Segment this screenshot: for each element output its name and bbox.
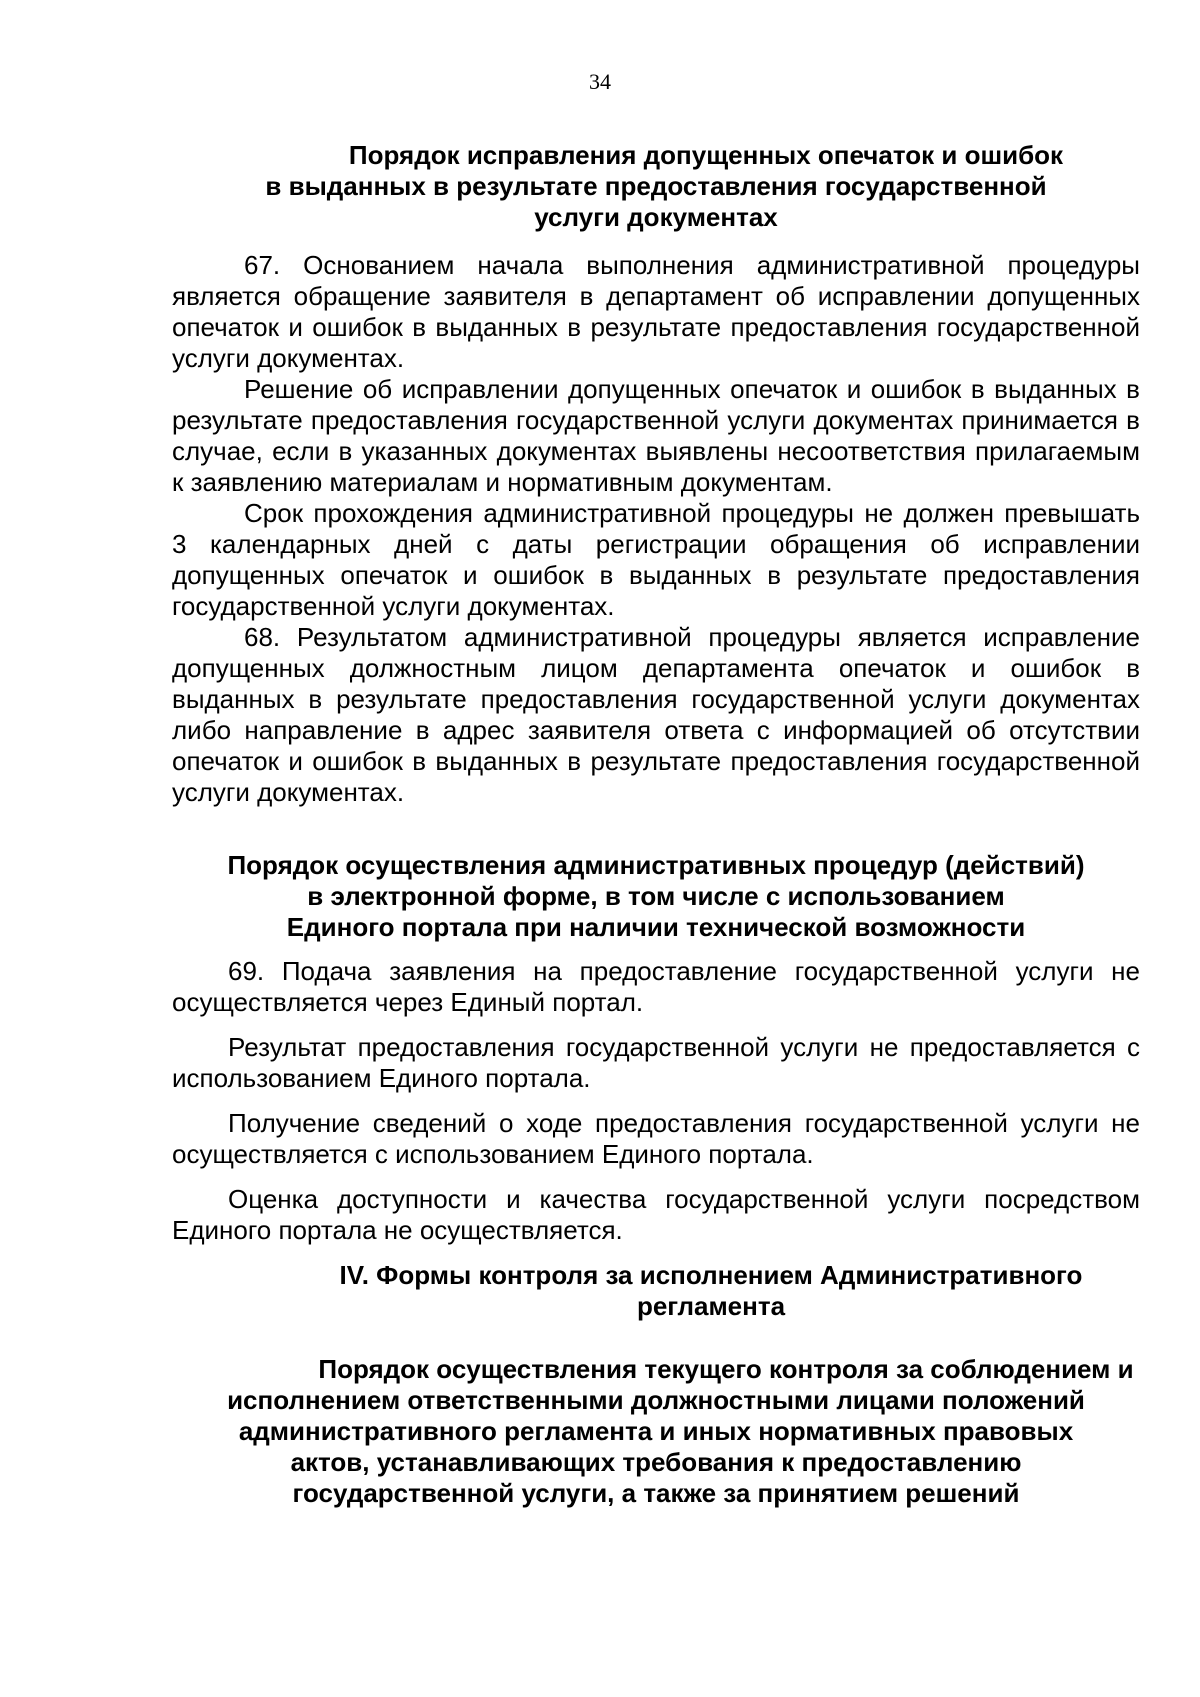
page-number: 34 [589, 69, 611, 94]
heading-line: актов, устанавливающих требования к предоставлению [290, 1447, 1022, 1477]
heading-line: государственной услуги, а также за принятием решений [292, 1478, 1020, 1508]
heading-line: Порядок исправления допущенных опечаток и ошибок [348, 140, 1064, 170]
paragraph-69: 69. Подача заявления на предоставление государственной услуги не осуществляется через Единый портал. [172, 956, 1140, 1017]
heading-line: исполнением ответственными должностными лицами положений [227, 1385, 1085, 1415]
paragraph-status: Получение сведений о ходе предоставления государственной услуги не осуществляется с использованием Единого портала. [172, 1108, 1140, 1169]
paragraph-67: 67. Основанием начала выполнения административной процедуры является обращение заявителя в департамент об исправлении допущенных опечаток и ошибок в выданных в результате предоставления государственной услуги документах. [172, 250, 1140, 373]
section-heading-typo-correction [172, 140, 1140, 233]
section-heading-control-forms [172, 1260, 1140, 1322]
section-heading-electronic-procedures [172, 850, 1140, 943]
heading-line: в выданных в результате предоставления государственной [265, 171, 1047, 201]
paragraph-decision: Решение об исправлении допущенных опечаток и ошибок в выданных в результате предоставления государственной услуги документах принимается в случае, если в указанных документах выявлены несоответствия прилагаемым к заявлению материалам и нормативным документам. [172, 374, 1140, 497]
section-heading-current-control [172, 1354, 1140, 1509]
heading-line: в электронной форме, в том числе с использованием [307, 881, 1005, 911]
paragraph-result: Результат предоставления государственной услуги не предоставляется с использованием Единого портала. [172, 1032, 1140, 1093]
heading-line: административного регламента и иных нормативных правовых [238, 1416, 1074, 1446]
heading-line: услуги документах [534, 202, 778, 232]
heading-line: Порядок осуществления текущего контроля за соблюдением и [318, 1354, 1134, 1384]
heading-line: Порядок осуществления административных процедур (действий) [227, 850, 1085, 880]
paragraph-68: 68. Результатом административной процедуры является исправление допущенных должностным лицом департамента опечаток и ошибок в выданных в результате предоставления государственной услуги документах либо направление в адрес заявителя ответа с информацией об отсутствии опечаток и ошибок в выданных в результате предоставления государственной услуги документах. [172, 622, 1140, 807]
document-body [172, 140, 1140, 1509]
heading-line: IV. Формы контроля за исполнением Административного [339, 1260, 1083, 1290]
paragraph-deadline: Срок прохождения административной процедуры не должен превышать 3 календарных дней с даты регистрации обращения об исправлении допущенных опечаток и ошибок в выданных в результате предоставления государственной услуги документах. [172, 498, 1140, 621]
heading-line: Единого портала при наличии технической возможности [286, 912, 1026, 942]
paragraph-evaluation: Оценка доступности и качества государственной услуги посредством Единого портала не осуществляется. [172, 1184, 1140, 1245]
heading-line: регламента [636, 1291, 786, 1321]
